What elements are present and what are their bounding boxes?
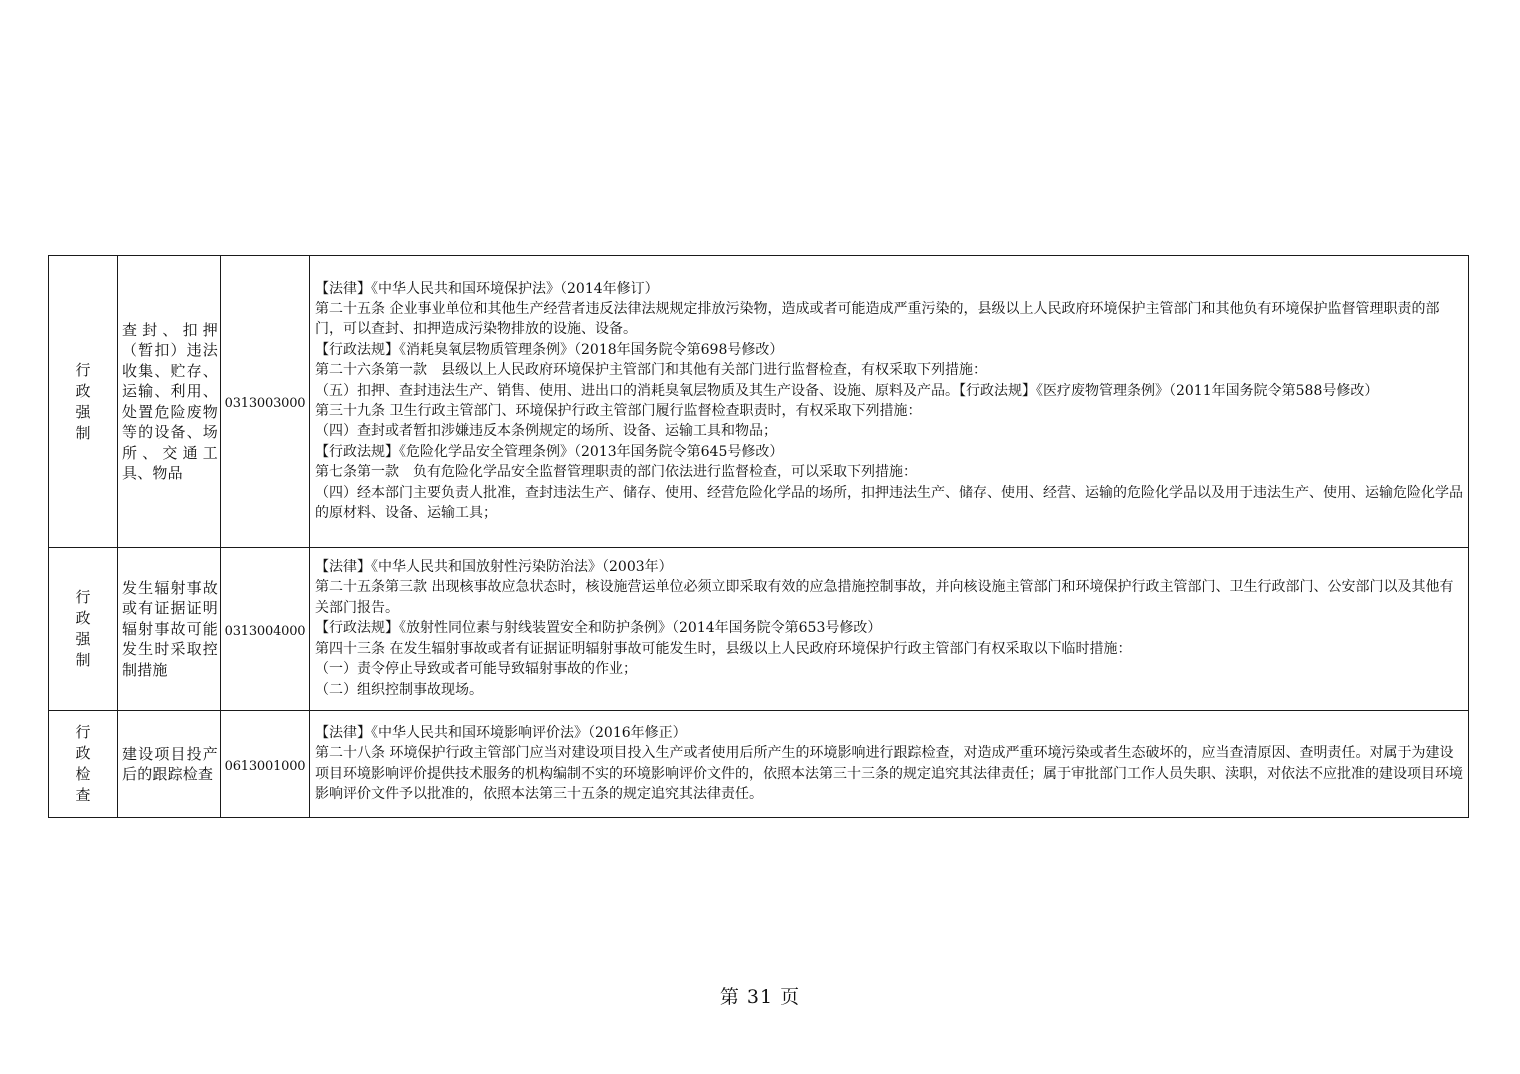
legal-basis-line: （四）经本部门主要负责人批准，查封违法生产、储存、使用、经营危险化学品的场所，扣押违法生产、储存、使用、经营、运输的危险化学品以及用于违法生产、使用、运输危险化学品的原材料、设备、运输工具； [315,484,1463,522]
item-name-cell [118,711,221,818]
legal-basis-line: 【法律】《中华人民共和国环境影响评价法》（2016年修正） [315,724,687,741]
legal-basis-line: （四）查封或者暂扣涉嫌违反本条例规定的场所、设备、运输工具和物品； [315,423,777,440]
page-number: 第 31 页 [719,986,801,1008]
table-row [49,711,1469,818]
item-name-cell [118,548,221,711]
legal-basis-line: 第四十三条 在发生辐射事故或者有证据证明辐射事故可能发生时，县级以上人民政府环境保护行政主管部门有权采取以下临时措施： [315,640,1132,657]
legal-basis-line: 【行政法规】《消耗臭氧层物质管理条例》（2018年国务院令第698号修改） [315,341,784,358]
category-text: 行政强制 [75,360,91,442]
item-code-text: 0313004000 [224,623,306,639]
item-code-text: 0613001000 [224,758,306,774]
legal-basis-line: 第二十八条 环境保护行政主管部门应当对建设项目投入生产或者使用后所产生的环境影响进行跟踪检查，对造成严重环境污染或者生态破坏的，应当查清原因、查明责任。对属于为建设项目环境影响评价提供技术服务的机构编制不实的环境影响评价文件的，依照本法第三十三条的规定追究其法律责任；属于审批部门工作人员失职、渎职，对依法不应批准的建设项目环境影响评价文件予以批准的，依照本法第三十五条的规定追究其法律责任。 [315,745,1463,802]
item-code-cell [221,548,310,711]
item-code-cell [221,256,310,548]
legal-basis-line: （二）组织控制事故现场。 [315,681,483,698]
legal-basis-line: 【行政法规】《放射性同位素与射线装置安全和防护条例》（2014年国务院令第653号修改） [315,620,882,637]
legal-basis-line: 【法律】《中华人民共和国放射性污染防治法》（2003年） [315,559,673,576]
legal-basis-line: （一）责令停止导致或者可能导致辐射事故的作业； [315,661,637,678]
item-name-text: 建设项目投产后的跟踪检查 [122,744,218,783]
item-name-text: 发生辐射事故或有证据证明辐射事故可能发生时采取控制措施 [122,578,218,679]
item-name-text: 查封、扣押（暂扣）违法收集、贮存、运输、利用、处置危险废物等的设备、场所、交通工具、物品 [122,320,218,482]
legal-basis-line: 【行政法规】《危险化学品安全管理条例》（2013年国务院令第645号修改） [315,443,784,460]
legal-basis-line: 【法律】《中华人民共和国环境保护法》（2014年修订） [315,280,659,297]
legal-basis-line: 第七条第一款 负有危险化学品安全监督管理职责的部门依法进行监督检查，可以采取下列措施： [315,464,917,481]
item-code-cell [221,711,310,818]
category-text: 行政强制 [75,588,91,669]
legal-basis-line: 第二十五条 企业事业单位和其他生产经营者违反法律法规规定排放污染物，造成或者可能造成严重污染的，县级以上人民政府环境保护主管部门和其他负有环境保护监督管理职责的部门，可以查封、扣押造成污染物排放的设施、设备。 [315,300,1440,338]
legal-basis-cell [310,711,1469,818]
legal-basis-line: （五）扣押、查封违法生产、销售、使用、进出口的消耗臭氧层物质及其生产设备、设施、原料及产品。【行政法规】《医疗废物管理条例》（2011年国务院令第588号修改） [315,382,1379,399]
category-text: 行政检查 [75,723,91,804]
item-name-cell [118,256,221,548]
table-row [49,256,1469,548]
table-row [49,548,1469,711]
category-cell [49,711,118,818]
category-cell [49,256,118,548]
legal-basis-cell [310,548,1469,711]
item-code-text: 0313003000 [224,396,306,411]
legal-basis-line: 第三十九条 卫生行政主管部门、环境保护行政主管部门履行监督检查职责时，有权采取下列措施： [315,403,922,419]
enforcement-items-table [48,255,1469,818]
legal-basis-cell [310,256,1469,548]
legal-basis-line: 第二十六条第一款 县级以上人民政府环境保护主管部门和其他有关部门进行监督检查，有权采取下列措施： [315,362,987,379]
category-cell [49,548,118,711]
legal-basis-line: 第二十五条第三款 出现核事故应急状态时，核设施营运单位必须立即采取有效的应急措施控制事故，并向核设施主管部门和环境保护行政主管部门、卫生行政部门、公安部门以及其他有关部门报告。 [315,579,1454,616]
